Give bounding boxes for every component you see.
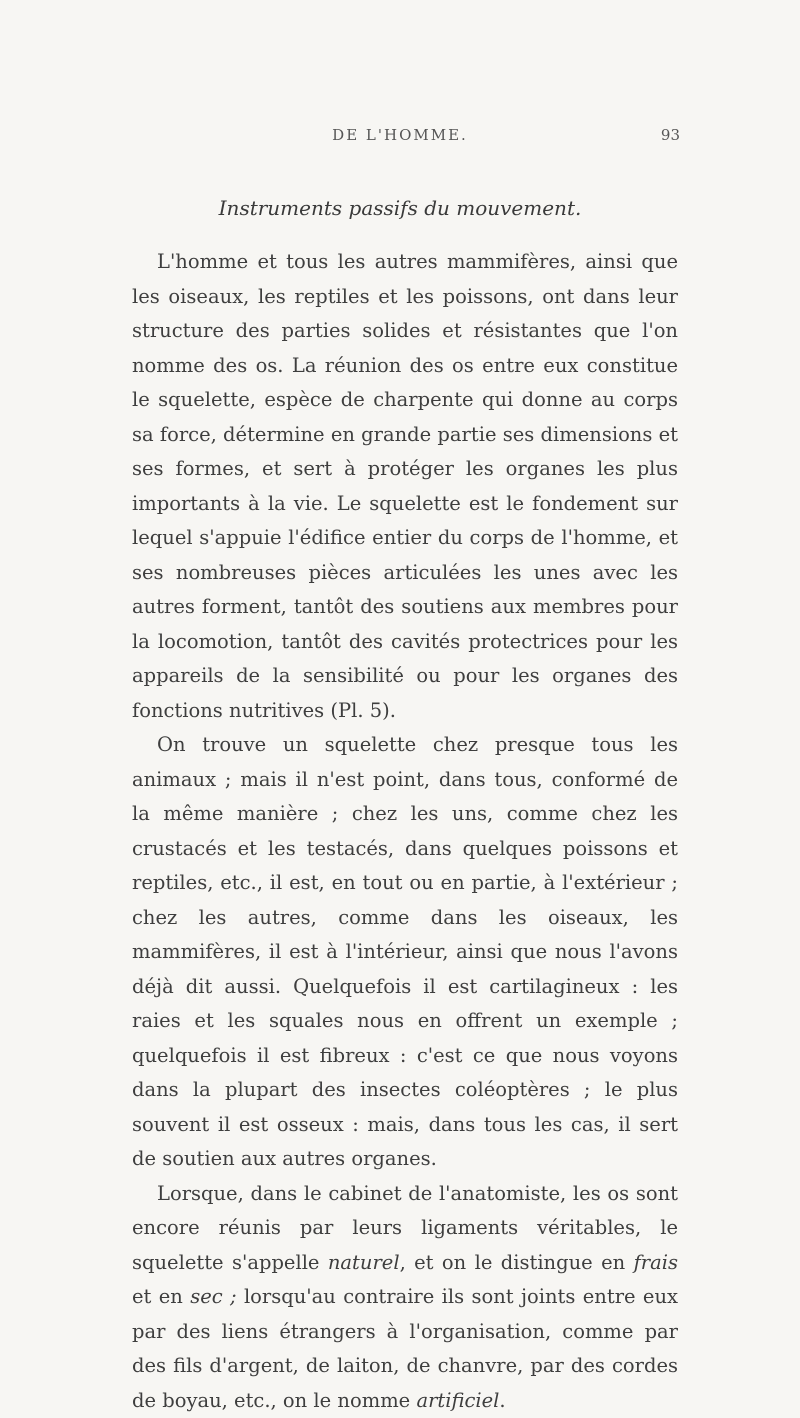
paragraph-3-part-5: .: [499, 1389, 505, 1412]
running-title: DE L'HOMME.: [120, 126, 680, 144]
body-text: [132, 245, 678, 1418]
running-head: [120, 126, 680, 150]
term-sec: sec ;: [190, 1285, 236, 1308]
term-frais: frais: [634, 1251, 678, 1274]
paragraph-3-part-2: , et on le distingue en: [400, 1251, 634, 1274]
term-artificiel: artificiel: [416, 1389, 499, 1412]
section-title: Instruments passifs du mouvement.: [100, 196, 700, 220]
page-number: 93: [661, 126, 680, 144]
paragraph-1: L'homme et tous les autres mammifères, ainsi que les oiseaux, les reptiles et les poissons, ont dans leur structure des parties solides et résistantes que l'on nomme des os. La réunion des os entre eux constitue le squelette, espèce de charpente qui donne au corps sa force, détermine en grande partie ses dimensions et ses formes, et sert à protéger les organes les plus importants à la vie. Le squelette est le fondement sur lequel s'appuie l'édifice entier du corps de l'homme, et ses nombreuses pièces articulées les unes avec les autres forment, tantôt des soutiens aux membres pour la locomotion, tantôt des cavités protectrices pour les appareils de la sensibilité ou pour les organes des fonctions nutritives (Pl. 5).: [132, 245, 678, 728]
paragraph-3: [132, 1177, 678, 1418]
paragraph-3-part-1: Lorsque, dans le cabinet de l'anatomiste, les os sont encore réunis par leurs ligaments véritables, le squelette s'appelle: [132, 1182, 678, 1274]
paragraph-3-part-3: et en: [132, 1285, 190, 1308]
paragraph-3-part-4: lorsqu'au contraire ils sont joints entre eux par des liens étrangers à l'organisation, comme par des fils d'argent, de laiton, de chanvre, par des cordes de boyau, etc., on le nomme: [132, 1285, 678, 1412]
term-naturel: naturel: [328, 1251, 400, 1274]
paragraph-2: On trouve un squelette chez presque tous les animaux ; mais il n'est point, dans tous, conformé de la même manière ; chez les uns, comme chez les crustacés et les testacés, dans quelques poissons et reptiles, etc., il est, en tout ou en partie, à l'extérieur ; chez les autres, comme dans les oiseaux, les mammifères, il est à l'intérieur, ainsi que nous l'avons déjà dit aussi. Quelquefois il est cartilagineux : les raies et les squales nous en offrent un exemple ; quelquefois il est fibreux : c'est ce que nous voyons dans la plupart des insectes coléoptères ; le plus souvent il est osseux : mais, dans tous les cas, il sert de soutien aux autres organes.: [132, 728, 678, 1177]
